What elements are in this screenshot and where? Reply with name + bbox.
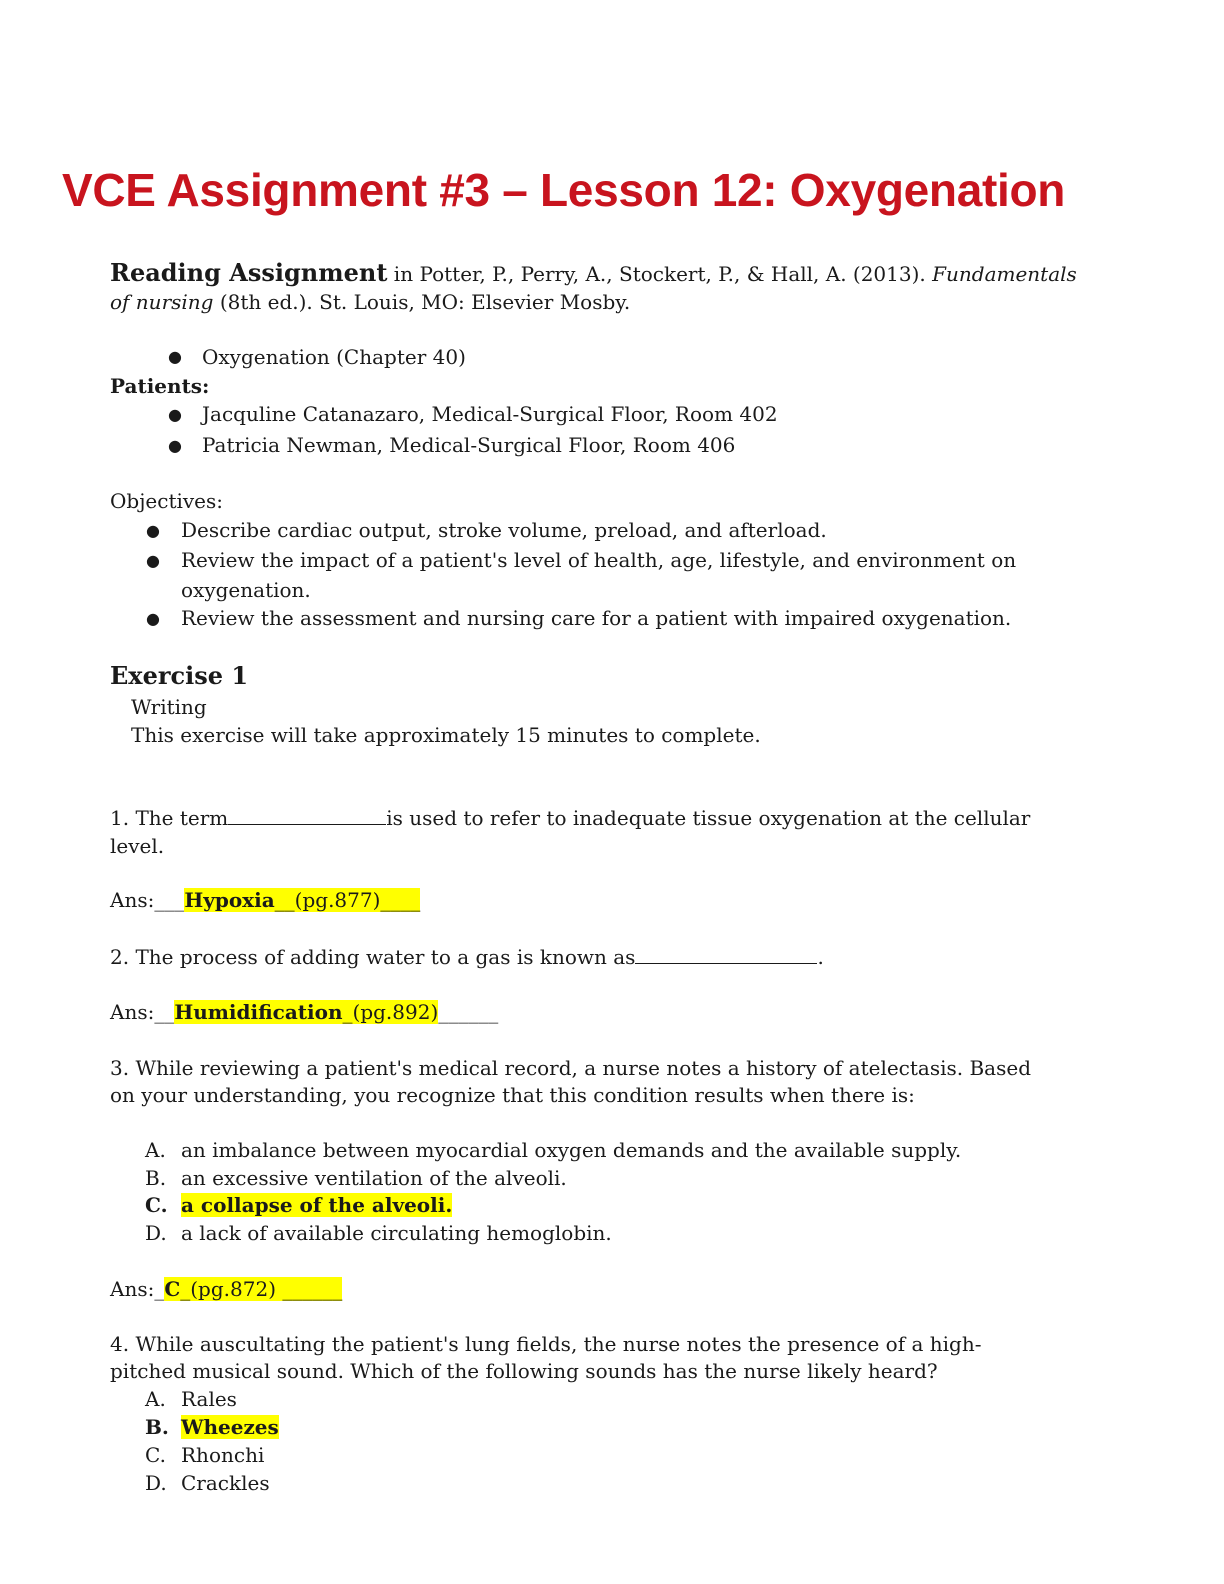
bullet-icon: ● bbox=[146, 521, 160, 540]
objectives-label: Objectives: bbox=[110, 489, 224, 513]
question-3-line2: on your understanding, you recognize that this condition results when there is: bbox=[110, 1083, 915, 1107]
option-text: Rales bbox=[181, 1387, 237, 1411]
option-text: Wheezes bbox=[181, 1415, 279, 1439]
answer-1 bbox=[110, 886, 420, 915]
book-title-2: of nursing bbox=[110, 290, 214, 314]
option-letter: C. bbox=[145, 1193, 168, 1217]
option-letter: B. bbox=[145, 1415, 169, 1439]
option-text: an imbalance between myocardial oxygen demands and the available supply. bbox=[181, 1138, 962, 1162]
bullet-icon: ● bbox=[146, 609, 160, 628]
patient-item: Jacquline Catanazaro, Medical-Surgical Floor, Room 402 bbox=[202, 402, 778, 426]
q2-blank bbox=[635, 943, 817, 964]
question-4-line2: pitched musical sound. Which of the following sounds has the nurse likely heard? bbox=[110, 1359, 938, 1383]
option-letter: C. bbox=[145, 1443, 166, 1467]
option-letter: D. bbox=[145, 1471, 167, 1495]
option-letter: A. bbox=[145, 1138, 166, 1162]
answer-text: Hypoxia bbox=[184, 888, 275, 912]
ans-underscores: __ bbox=[274, 888, 295, 912]
objective-item: Review the impact of a patient's level of health, age, lifestyle, and environment on bbox=[181, 548, 1017, 572]
reading-citation bbox=[110, 258, 1077, 289]
question-1-line2: level. bbox=[110, 834, 165, 858]
exercise-duration: This exercise will take approximately 15 minutes to complete. bbox=[131, 723, 761, 747]
page-ref: (pg.892) bbox=[352, 1000, 439, 1024]
question-3: 3. While reviewing a patient's medical record, a nurse notes a history of atelectasis. Based bbox=[110, 1056, 1032, 1080]
ans-underscores: ____ bbox=[380, 888, 421, 912]
ans-underscores: _ bbox=[180, 1277, 191, 1301]
ans-underscores: ___ bbox=[154, 888, 185, 912]
option-a bbox=[145, 1385, 237, 1413]
bullet-icon: ● bbox=[168, 405, 182, 424]
objective-item-cont: oxygenation. bbox=[181, 578, 311, 602]
objective-item: Review the assessment and nursing care for a patient with impaired oxygenation. bbox=[181, 606, 1012, 630]
answer-2 bbox=[110, 998, 498, 1027]
option-c-correct bbox=[145, 1191, 452, 1219]
option-d bbox=[145, 1469, 270, 1497]
citation-text: in Potter, P., Perry, A., Stockert, P., & Hall, A. (2013). bbox=[387, 262, 933, 286]
q1-suffix: is used to refer to inadequate tissue oxygenation at the cellular bbox=[386, 806, 1031, 830]
option-b-correct bbox=[145, 1413, 279, 1441]
answer-text: C bbox=[164, 1277, 181, 1301]
q1-prefix: 1. The term bbox=[110, 806, 229, 830]
question-1 bbox=[110, 804, 1030, 833]
option-letter: D. bbox=[145, 1221, 167, 1245]
ans-label: Ans: bbox=[110, 888, 155, 912]
ans-label: Ans: bbox=[110, 1000, 155, 1024]
option-text: Rhonchi bbox=[181, 1443, 265, 1467]
bullet-icon: ● bbox=[146, 551, 160, 570]
patients-label: Patients: bbox=[110, 374, 210, 398]
ans-underscores: _ bbox=[342, 1000, 353, 1024]
option-text: an excessive ventilation of the alveoli. bbox=[181, 1166, 567, 1190]
option-letter: A. bbox=[145, 1387, 166, 1411]
reading-citation-line2 bbox=[110, 288, 630, 317]
page-ref: (pg.872) bbox=[190, 1277, 283, 1301]
bullet-icon: ● bbox=[168, 347, 182, 366]
ans-underscores: ______ bbox=[438, 1000, 499, 1024]
book-title: Fundamentals bbox=[932, 262, 1077, 286]
option-text: a lack of available circulating hemoglobin. bbox=[181, 1221, 612, 1245]
chapter-item: Oxygenation (Chapter 40) bbox=[202, 345, 466, 369]
ans-underscores: __ bbox=[154, 1000, 175, 1024]
citation-post: (8th ed.). St. Louis, MO: Elsevier Mosby. bbox=[213, 290, 631, 314]
page-title: VCE Assignment #3 – Lesson 12: Oxygenation bbox=[62, 164, 1066, 216]
objective-item: Describe cardiac output, stroke volume, preload, and afterload. bbox=[181, 518, 827, 542]
option-text: a collapse of the alveoli. bbox=[181, 1193, 453, 1217]
bullet-icon: ● bbox=[168, 436, 182, 455]
q1-blank bbox=[228, 804, 386, 825]
reading-label: Reading Assignment bbox=[110, 258, 388, 287]
ans-underscores: ______ bbox=[282, 1277, 343, 1301]
patient-item: Patricia Newman, Medical-Surgical Floor, Room 406 bbox=[202, 433, 736, 457]
page-ref: (pg.877) bbox=[294, 888, 381, 912]
option-c bbox=[145, 1441, 264, 1469]
option-d bbox=[145, 1219, 612, 1247]
q2-suffix: . bbox=[817, 945, 824, 969]
option-text: Crackles bbox=[181, 1471, 270, 1495]
question-4: 4. While auscultating the patient's lung fields, the nurse notes the presence of a high- bbox=[110, 1332, 982, 1356]
answer-text: Humidification bbox=[174, 1000, 343, 1024]
ans-label: Ans: bbox=[110, 1277, 155, 1301]
option-letter: B. bbox=[145, 1166, 167, 1190]
answer-3 bbox=[110, 1275, 342, 1304]
ans-underscores: _ bbox=[154, 1277, 165, 1301]
option-a bbox=[145, 1136, 961, 1164]
q2-prefix: 2. The process of adding water to a gas is known as bbox=[110, 945, 636, 969]
exercise-heading: Exercise 1 bbox=[110, 661, 249, 690]
exercise-type: Writing bbox=[131, 695, 207, 719]
question-2 bbox=[110, 943, 824, 972]
option-b bbox=[145, 1164, 567, 1192]
